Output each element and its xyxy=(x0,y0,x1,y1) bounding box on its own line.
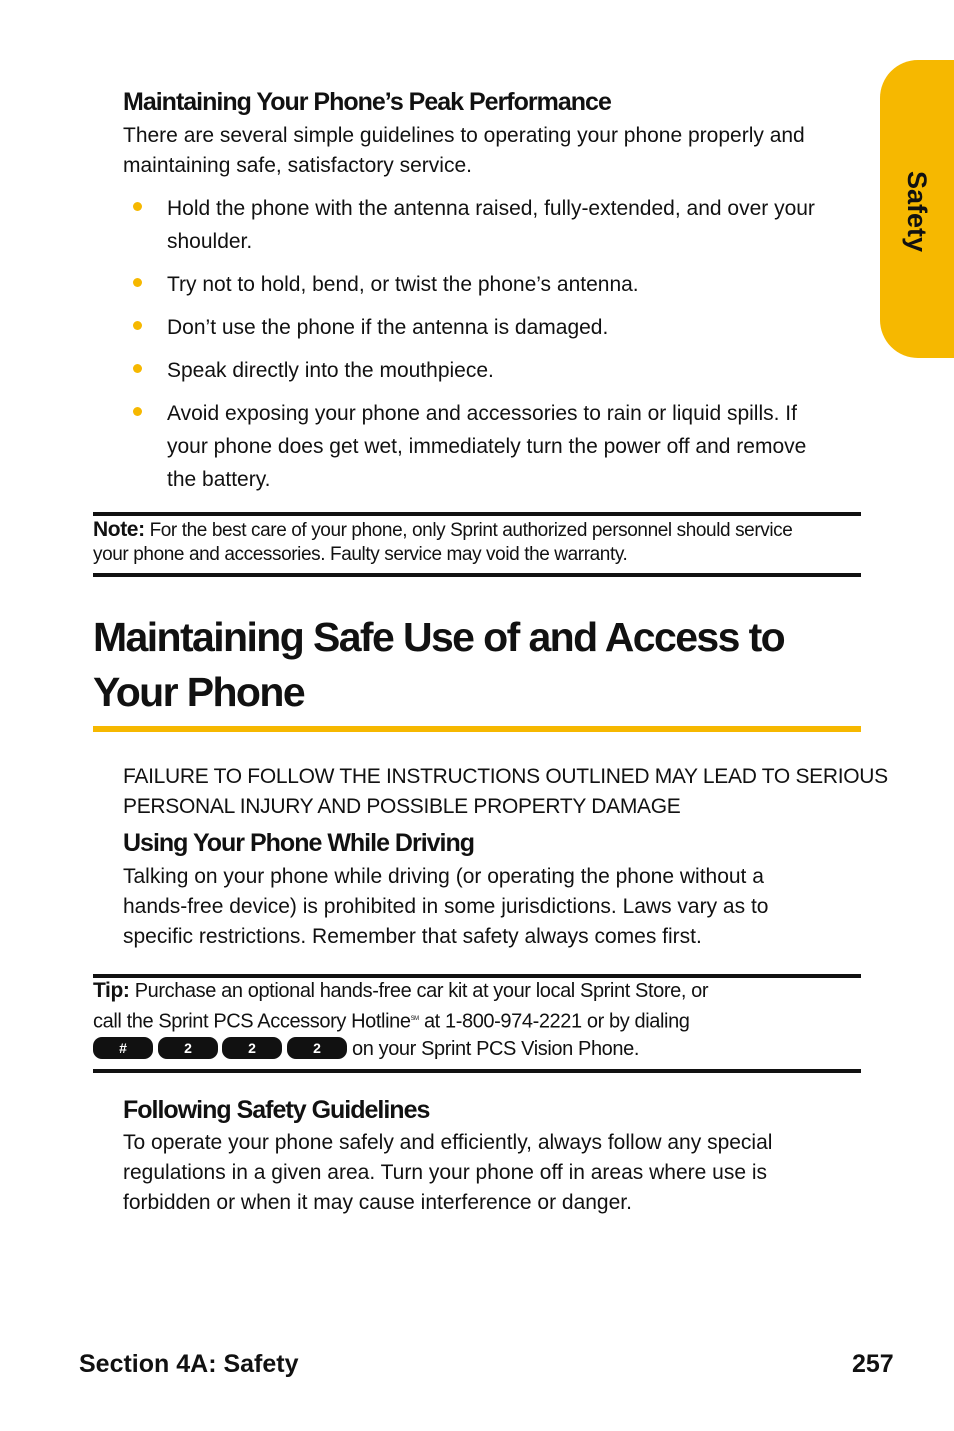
tip-label: Tip: xyxy=(93,979,130,1002)
driving-heading: Using Your Phone While Driving xyxy=(123,829,475,857)
note-line-1: Note: For the best care of your phone, only Sprint authorized personnel should service xyxy=(93,518,793,541)
bullet-icon xyxy=(133,278,142,287)
bullet-icon xyxy=(133,321,142,330)
peak-heading: Maintaining Your Phone’s Peak Performance xyxy=(123,88,611,116)
bullet-icon xyxy=(133,202,142,211)
guidelines-line-1: To operate your phone safely and efficiently, always follow any special xyxy=(123,1131,773,1154)
driving-line-2: hands-free device) is prohibited in some jurisdictions. Laws vary as to xyxy=(123,895,769,918)
peak-intro-1: There are several simple guidelines to operating your phone properly and xyxy=(123,124,805,147)
key-2: 2 xyxy=(287,1037,347,1059)
page-number: 257 xyxy=(852,1350,894,1378)
note-top-rule xyxy=(93,512,861,516)
page-title: Maintaining Safe Use of and Access to Your Phone xyxy=(93,614,785,715)
bullet-icon xyxy=(133,364,142,373)
guidelines-line-2: regulations in a given area. Turn your phone off in areas where use is xyxy=(123,1161,768,1184)
title-underline xyxy=(93,726,861,732)
driving-line-1: Talking on your phone while driving (or operating the phone without a xyxy=(123,865,764,888)
bullet-icon xyxy=(133,407,142,416)
warning-line-2: PERSONAL INJURY AND POSSIBLE PROPERTY DAMAGE xyxy=(123,795,681,818)
warning-line-1: FAILURE TO FOLLOW THE INSTRUCTIONS OUTLINED MAY LEAD TO SERIOUS xyxy=(123,765,888,788)
note-line-2: your phone and accessories. Faulty service may void the warranty. xyxy=(93,544,628,565)
tip-line-2: call the Sprint PCS Accessory Hotline℠ at 1-800-974-2221 or by dialing xyxy=(93,1010,690,1033)
driving-line-3: specific restrictions. Remember that safety always comes first. xyxy=(123,925,702,948)
footer-section: Section 4A: Safety xyxy=(79,1350,299,1378)
peak-intro-2: maintaining safe, satisfactory service. xyxy=(123,154,472,177)
key-2: 2 xyxy=(158,1037,218,1059)
service-mark: SM xyxy=(410,1016,419,1022)
side-tab-label: Safety xyxy=(902,170,933,252)
tip-line-3: on your Sprint PCS Vision Phone. xyxy=(352,1038,640,1060)
tip-line-1: Tip: Purchase an optional hands-free car kit at your local Sprint Store, or xyxy=(93,979,709,1002)
guidelines-heading: Following Safety Guidelines xyxy=(123,1096,430,1124)
guidelines-line-3: forbidden or when it may cause interference or danger. xyxy=(123,1191,632,1214)
note-label: Note: xyxy=(93,518,145,541)
key-2: 2 xyxy=(222,1037,282,1059)
note-bottom-rule xyxy=(93,573,861,577)
key-pound: # xyxy=(93,1037,153,1059)
tip-bottom-rule xyxy=(93,1069,861,1073)
